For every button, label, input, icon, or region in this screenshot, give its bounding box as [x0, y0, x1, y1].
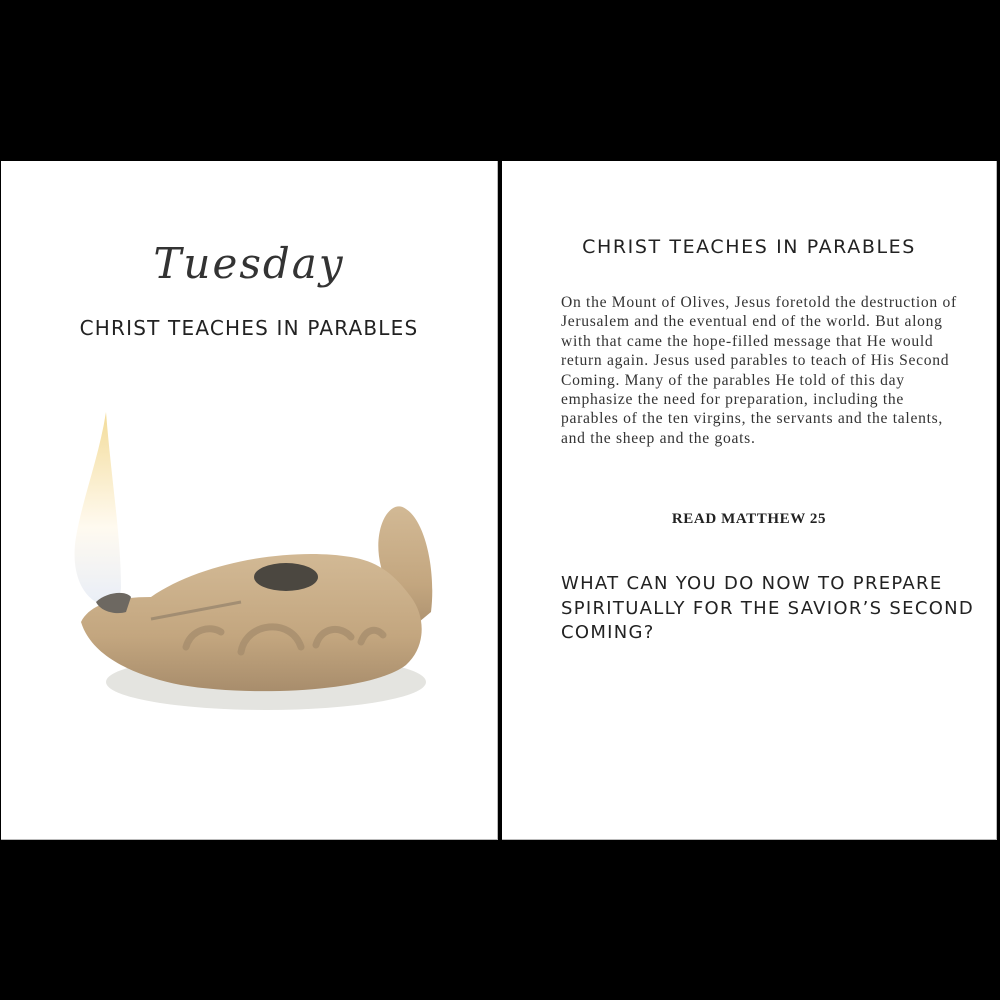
reflection-question: WHAT CAN YOU DO NOW TO PREPARE SPIRITUALLY FOR THE SAVIOR’S SECOND COMING?	[561, 573, 975, 643]
right-card	[502, 161, 997, 840]
body-paragraph: On the Mount of Olives, Jesus foretold the destruction of Jerusalem and the eventual end of the world. But along with that came the hope-filled message that He would return again. Jesus used parables to teach of His Second Coming. Many of the parables He told of this day emphasize the need for preparation, including the parables of the ten virgins, the servants and the talents, and the sheep and the goats.	[561, 294, 957, 447]
left-card-heading: CHRIST TEACHES IN PARABLES	[79, 316, 419, 340]
day-script-title: Tuesday	[153, 239, 345, 288]
oil-lamp-illustration	[51, 397, 451, 727]
scripture-reference: READ MATTHEW 25	[671, 511, 827, 527]
left-card	[1, 161, 498, 840]
right-card-heading: CHRIST TEACHES IN PARABLES	[582, 236, 916, 258]
